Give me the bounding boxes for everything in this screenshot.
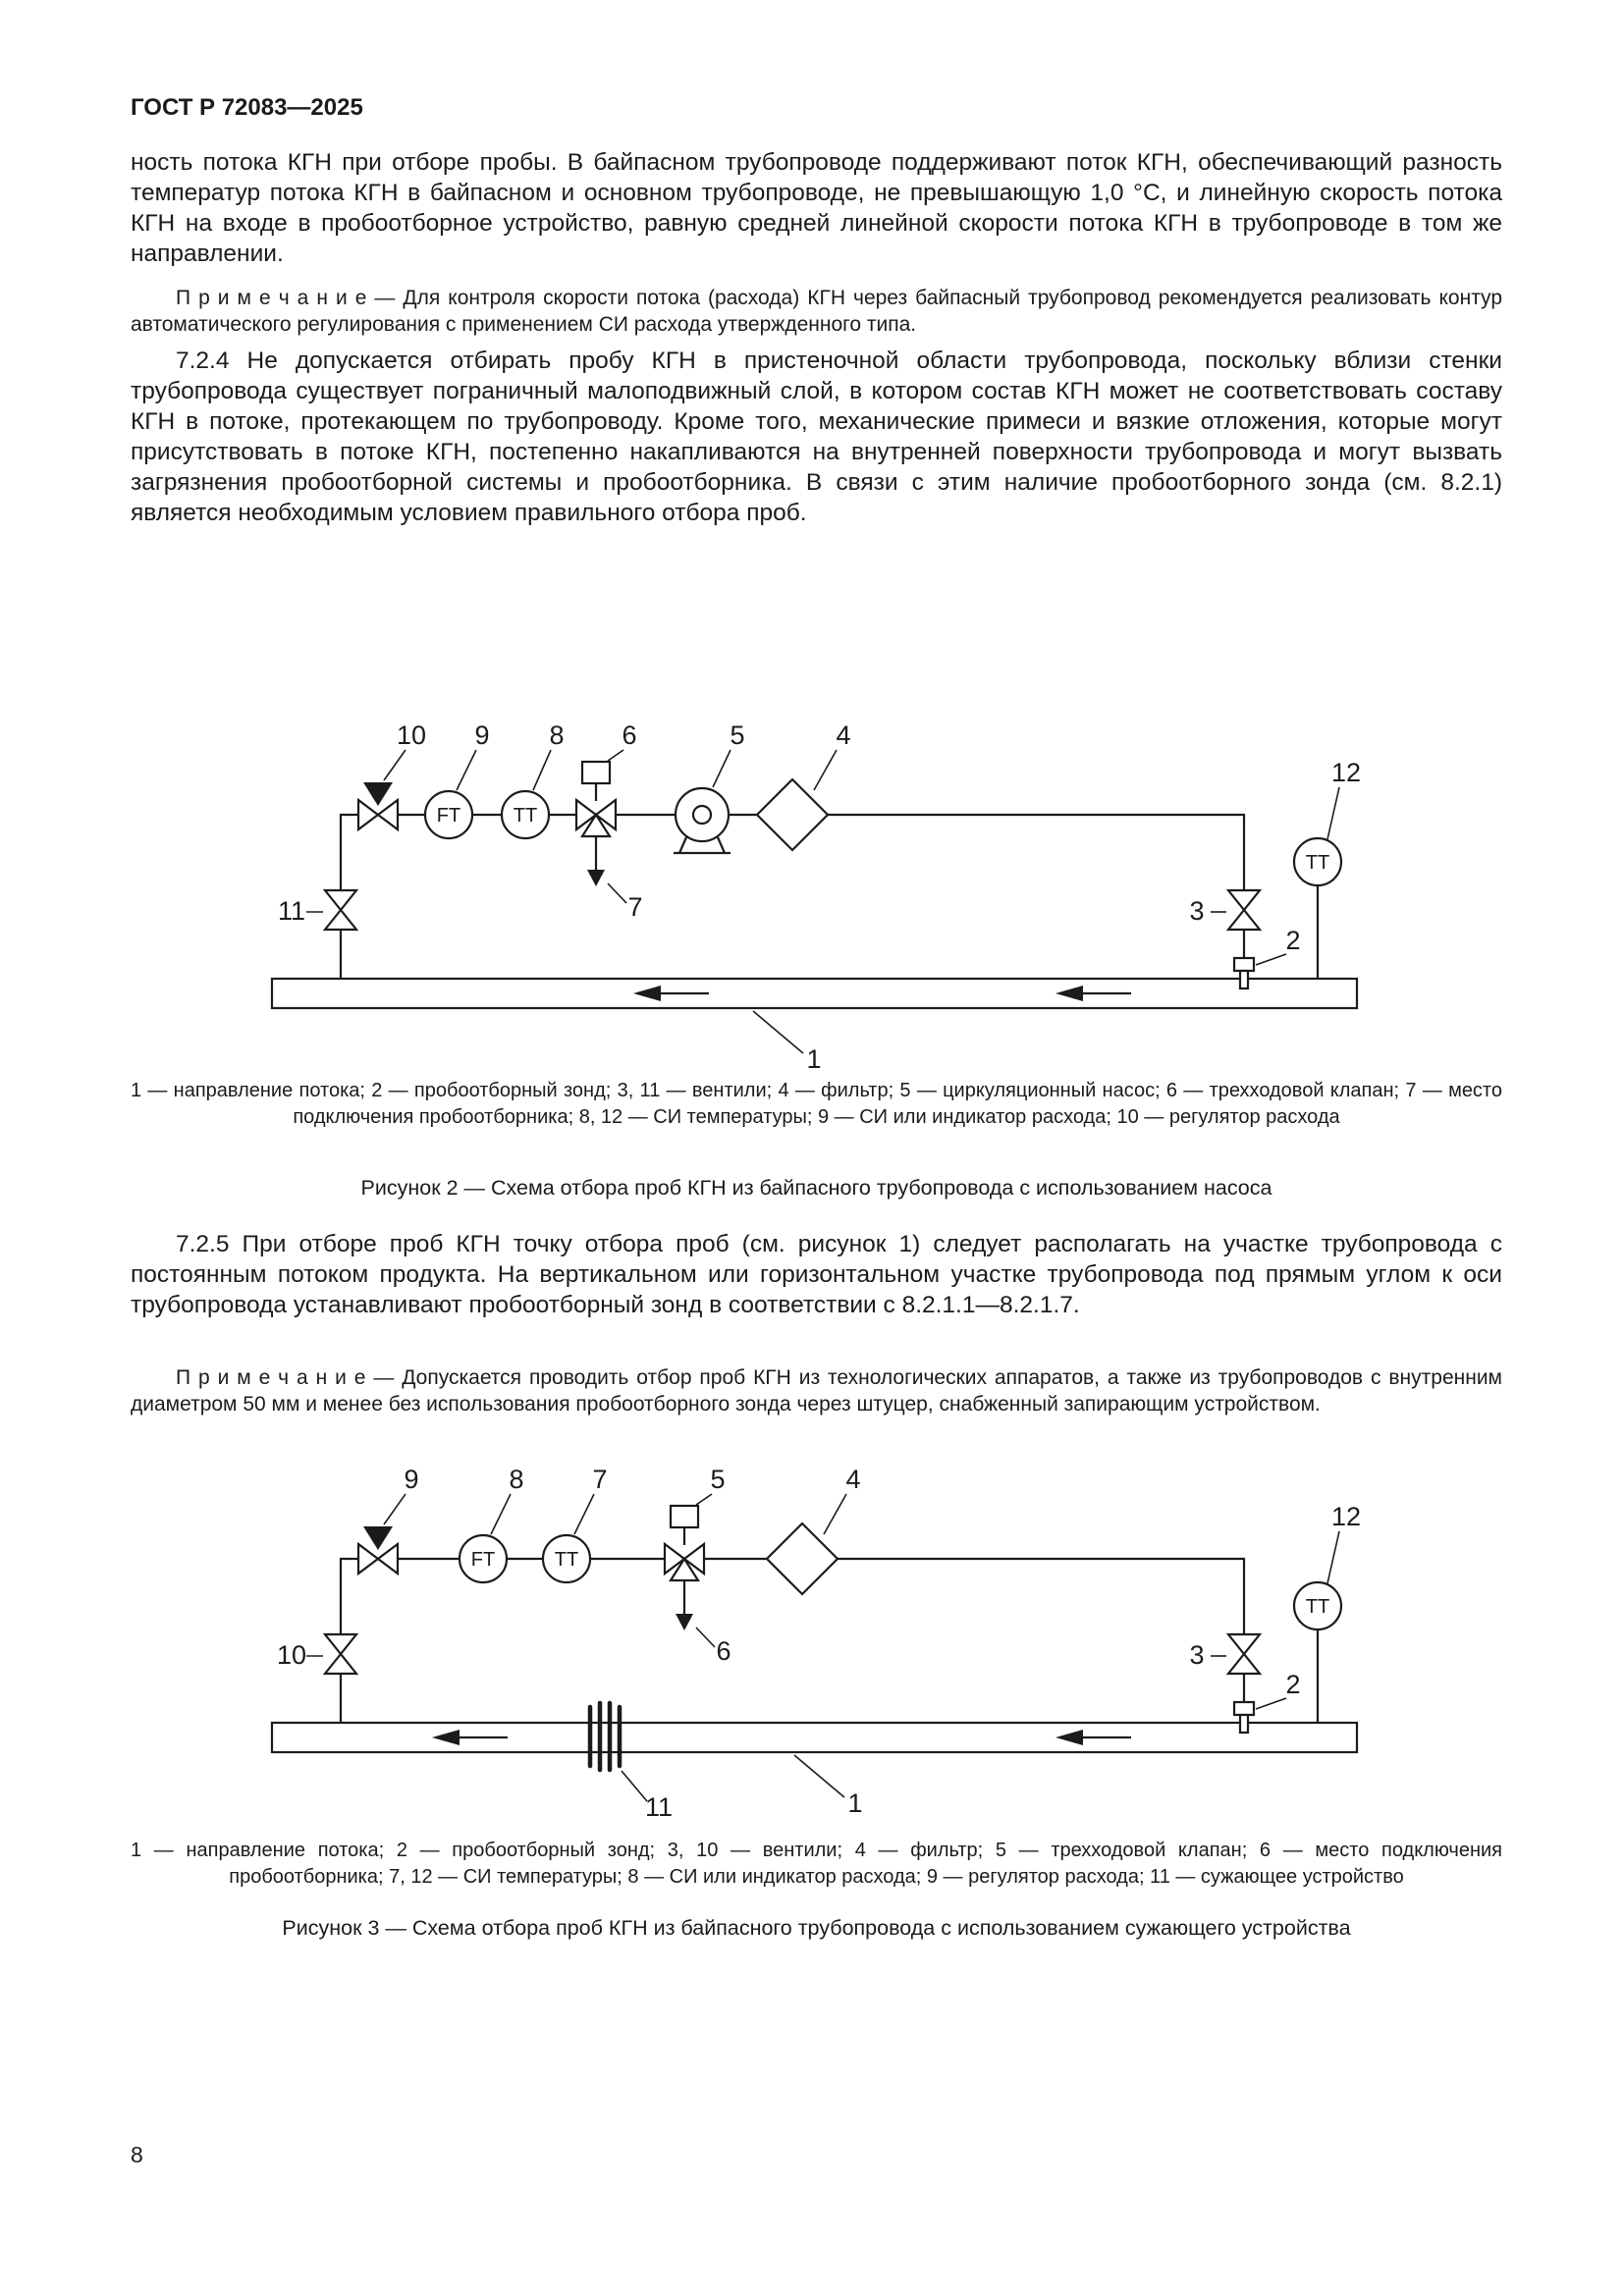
callout-8: 8	[548, 721, 565, 750]
callout-2: 2	[1284, 926, 1301, 955]
valve-3-icon	[1228, 890, 1260, 930]
filter-icon	[767, 1523, 838, 1594]
paragraph-7-2-4: 7.2.4 Не допускается отбирать пробу КГН в пристеночной области трубопровода, поскольку вблизи стенки трубопровода существует пограничный малоподвижный слой, в котором состав КГН может не соответствовать составу КГН в потоке, протекающем по трубопроводу. Кроме того, механические примеси и вязкие отложения, которые могут присутствовать в потоке КГН, постепенно накапливаются на внутренней поверхности трубопровода и могут вызвать загрязнения пробоотборной системы и пробоотборника. В связи с этим наличие пробоотборного зонда (см. 8.2.1) является необходимым условием правильного отбора проб.	[131, 347, 1502, 526]
paragraph-intro: ность потока КГН при отборе пробы. В байпасном трубопроводе поддерживают поток КГН, обеспечивающий разность температур потока КГН в байпасном и основном трубопроводе, не превышающую 1,0 °С, и линейную скорость потока КГН на входе в пробоотборное устройство, равную средней линейной скорости потока КГН в трубопроводе в том же направлении.	[131, 149, 1502, 267]
temperature-indicator-icon	[543, 1535, 590, 1582]
document-header: ГОСТ Р 72083—2025	[131, 94, 363, 121]
temperature-indicator-label: TT	[1305, 1596, 1329, 1618]
callout-12: 12	[1330, 1502, 1361, 1531]
temperature-indicator-icon	[502, 791, 549, 838]
figure-3-legend: 1 — направление потока; 2 — пробоотборный зонд; 3, 10 — вентили; 4 — фильтр; 5 — трехходовой клапан; 6 — место подключения пробоотборника; 7, 12 — СИ температуры; 8 — СИ или индикатор расхода; 9 — регулятор расхода; 11 — сужающее устройство	[131, 1840, 1502, 1888]
callout-1: 1	[846, 1789, 863, 1818]
callout-9: 9	[403, 1465, 419, 1494]
callout-11: 11	[644, 1792, 673, 1822]
pump-icon	[674, 788, 731, 853]
valve-3-icon	[1228, 1634, 1260, 1674]
figure-2-caption: Рисунок 2 — Схема отбора проб КГН из байпасного трубопровода с использованием насоса	[360, 1176, 1272, 1200]
callout-9: 9	[473, 721, 490, 750]
flow-indicator-icon	[460, 1535, 507, 1582]
three-way-valve-icon	[665, 1506, 704, 1630]
callout-4: 4	[844, 1465, 861, 1494]
callout-10: 10	[396, 721, 426, 750]
callout-6: 6	[715, 1636, 731, 1666]
callout-3: 3	[1188, 896, 1205, 926]
figure-3-caption: Рисунок 3 — Схема отбора проб КГН из байпасного трубопровода с использованием сужающего устройства	[282, 1916, 1351, 1940]
callout-3: 3	[1188, 1640, 1205, 1670]
callout-7: 7	[591, 1465, 608, 1494]
paragraph-7-2-5: 7.2.5 При отборе проб КГН точку отбора проб (см. рисунок 1) следует располагать на участке трубопровода с постоянным потоком продукта. На вертикальном или горизонтальном участке трубопровода под прямым углом к оси трубопровода устанавливают пробоотборный зонд в соответствии с 8.2.1.1—8.2.1.7.	[131, 1231, 1502, 1318]
figure-2-schematic	[262, 707, 1372, 1085]
callout-10: 10	[276, 1640, 306, 1670]
valve-10-icon	[325, 1634, 356, 1674]
flow-indicator-label: FT	[436, 805, 460, 827]
callout-8: 8	[508, 1465, 524, 1494]
figure-3-diagram	[131, 1451, 1502, 1829]
temperature-indicator-icon	[1294, 1582, 1341, 1629]
callout-7: 7	[626, 892, 643, 922]
temperature-indicator-label: TT	[554, 1549, 578, 1571]
callout-5: 5	[729, 721, 745, 750]
note-2: П р и м е ч а н и е — Допускается проводить отбор проб КГН из технологических аппаратов, а также из трубопроводов с внутренним диаметром 50 мм и менее без использования пробоотборного зонда через штуцер, снабженный запирающим устройством.	[131, 1366, 1502, 1415]
note-1: П р и м е ч а н и е — Для контроля скорости потока (расхода) КГН через байпасный трубопровод рекомендуется реализовать контур автоматического регулирования с применением СИ расхода утвержденного типа.	[131, 287, 1502, 336]
temperature-indicator-label: TT	[513, 805, 537, 827]
figure-3-callouts	[276, 1465, 1360, 1822]
callout-5: 5	[709, 1465, 726, 1494]
figure-3-schematic	[262, 1451, 1372, 1829]
three-way-valve-icon	[576, 762, 616, 886]
filter-icon	[757, 779, 828, 850]
callout-11: 11	[277, 896, 305, 926]
flow-regulator-icon	[358, 782, 398, 829]
valve-11-icon	[325, 890, 356, 930]
temperature-indicator-icon	[1294, 838, 1341, 885]
callout-2: 2	[1284, 1670, 1301, 1699]
figure-2-callouts	[277, 721, 1360, 1074]
flow-indicator-icon	[425, 791, 472, 838]
page-number: 8	[131, 2142, 143, 2167]
figure-2-diagram	[131, 707, 1502, 1085]
main-pipe	[272, 979, 1357, 1008]
flow-regulator-icon	[358, 1526, 398, 1574]
flow-indicator-label: FT	[470, 1549, 495, 1571]
callout-4: 4	[835, 721, 851, 750]
figure-2-legend: 1 — направление потока; 2 — пробоотборный зонд; 3, 11 — вентили; 4 — фильтр; 5 — циркуляционный насос; 6 — трехходовой клапан; 7 — место подключения пробоотборника; 8, 12 — СИ температуры; 9 — СИ или индикатор расхода; 10 — регулятор расхода	[131, 1080, 1502, 1128]
callout-1: 1	[805, 1044, 822, 1074]
callout-6: 6	[621, 721, 637, 750]
temperature-indicator-label: TT	[1305, 852, 1329, 874]
callout-12: 12	[1330, 758, 1361, 787]
